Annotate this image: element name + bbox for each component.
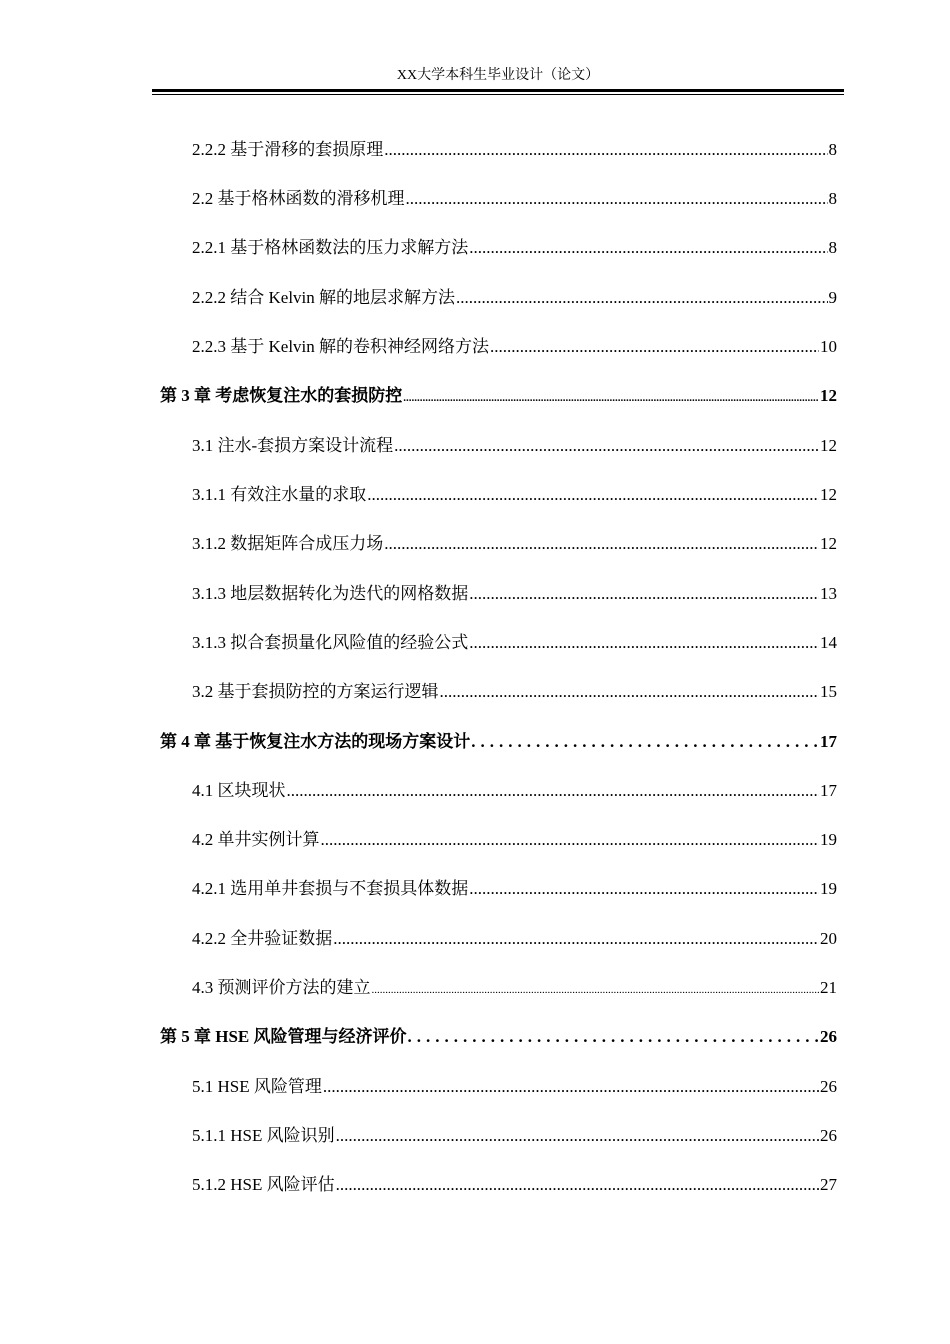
toc-entry-title: 5.1.2 HSE 风险评估 <box>192 1175 335 1194</box>
toc-entry[interactable] <box>192 236 837 260</box>
toc-entry-page: 26 <box>820 1126 837 1145</box>
toc-entry-page: 17 <box>820 781 837 800</box>
toc-entry[interactable] <box>192 1124 837 1148</box>
toc-entry-title: 4.2.1 选用单井套损与不套损具体数据 <box>192 879 469 898</box>
toc-leader-dots <box>384 138 827 162</box>
toc-leader-dots <box>394 434 819 458</box>
toc-chapter-title: 第 3 章 考虑恢复注水的套损防控 <box>160 386 403 405</box>
toc-chapter-entry[interactable] <box>160 730 837 754</box>
toc-entry-title: 3.1.2 数据矩阵合成压力场 <box>192 534 384 553</box>
toc-entry[interactable] <box>192 631 837 655</box>
toc-entry-page: 8 <box>828 238 837 257</box>
toc-entry-title: 2.2.1 基于格林函数法的压力求解方法 <box>192 238 469 257</box>
toc-chapter-entry[interactable] <box>160 384 837 408</box>
toc-entry-title: 3.1.3 拟合套损量化风险值的经验公式 <box>192 633 469 652</box>
toc-entry[interactable] <box>192 434 837 458</box>
toc-entry-title: 4.2.2 全井验证数据 <box>192 929 333 948</box>
toc-entry-title: 3.1 注水-套损方案设计流程 <box>192 436 394 455</box>
toc-entry[interactable] <box>192 582 837 606</box>
toc-leader-dots <box>469 582 819 606</box>
toc-entry-page: 10 <box>820 337 837 356</box>
toc-entry[interactable] <box>192 483 837 507</box>
toc-entry-page: 26 <box>820 1077 837 1096</box>
toc-entry-page: 14 <box>820 633 837 652</box>
toc-entry[interactable] <box>192 927 837 951</box>
toc-entry[interactable] <box>192 187 837 211</box>
toc-entry-page: 19 <box>820 830 837 849</box>
toc-entry-page: 15 <box>820 682 837 701</box>
toc-entry-page: 8 <box>828 189 837 208</box>
toc-leader-dots <box>471 730 819 754</box>
toc-chapter-page: 26 <box>820 1027 837 1046</box>
toc-entry-title: 4.1 区块现状 <box>192 781 286 800</box>
toc-entry[interactable] <box>192 779 837 803</box>
toc-entry[interactable] <box>192 680 837 704</box>
toc-entry-page: 19 <box>820 879 837 898</box>
toc-leader-dots <box>469 631 819 655</box>
toc-entry-page: 9 <box>828 288 837 307</box>
toc-leader-dots <box>367 483 819 507</box>
toc-leader-dots <box>323 1075 819 1099</box>
toc-entry-title: 5.1 HSE 风险管理 <box>192 1077 322 1096</box>
toc-leader-dots <box>408 1025 819 1049</box>
toc-entry-page: 12 <box>820 534 837 553</box>
toc-leader-dots <box>403 384 819 410</box>
toc-entry[interactable] <box>192 286 837 310</box>
toc-leader-dots <box>440 680 820 704</box>
toc-leader-dots <box>336 1124 819 1148</box>
toc-entry-title: 5.1.1 HSE 风险识别 <box>192 1126 335 1145</box>
toc-entry[interactable] <box>192 138 837 162</box>
toc-leader-dots <box>490 335 819 359</box>
toc-leader-dots <box>406 187 828 211</box>
toc-entry-title: 2.2.3 基于 Kelvin 解的卷积神经网络方法 <box>192 337 490 356</box>
toc-entry[interactable] <box>192 335 837 359</box>
toc-entry-page: 21 <box>820 978 837 997</box>
toc-entry-title: 2.2.2 基于滑移的套损原理 <box>192 140 384 159</box>
toc-entry-page: 20 <box>820 929 837 948</box>
toc-entry-title: 3.1.1 有效注水量的求取 <box>192 485 367 504</box>
toc-chapter-page: 17 <box>820 732 837 751</box>
page-header-title: XX大学本科生毕业设计（论文） <box>396 68 600 83</box>
toc-chapter-title: 第 5 章 HSE 风险管理与经济评价 <box>160 1027 407 1046</box>
toc-leader-dots <box>333 927 819 951</box>
toc-entry[interactable] <box>192 1075 837 1099</box>
toc-leader-dots <box>469 236 827 260</box>
toc-leader-dots <box>469 877 819 901</box>
toc-entry-title: 3.1.3 地层数据转化为迭代的网格数据 <box>192 584 469 603</box>
toc-leader-dots <box>287 779 820 803</box>
toc-entry[interactable] <box>192 828 837 852</box>
toc-leader-dots <box>384 532 819 556</box>
toc-leader-dots <box>321 828 820 852</box>
toc-chapter-page: 12 <box>820 386 837 405</box>
toc-entry-page: 13 <box>820 584 837 603</box>
toc-chapter-title: 第 4 章 基于恢复注水方法的现场方案设计 <box>160 732 471 751</box>
toc-leader-dots <box>456 286 827 310</box>
toc-entry[interactable] <box>192 532 837 556</box>
toc-entry-page: 27 <box>820 1175 837 1194</box>
toc-entry-page: 8 <box>828 140 837 159</box>
toc-entry-title: 2.2.2 结合 Kelvin 解的地层求解方法 <box>192 288 456 307</box>
toc-entry-title: 4.3 预测评价方法的建立 <box>192 978 371 997</box>
toc-entry[interactable] <box>192 1173 837 1197</box>
toc-leader-dots <box>372 976 820 1002</box>
toc-entry-page: 12 <box>820 485 837 504</box>
toc-chapter-entry[interactable] <box>160 1025 837 1049</box>
toc-entry-title: 2.2 基于格林函数的滑移机理 <box>192 189 405 208</box>
toc-entry[interactable] <box>192 976 837 1000</box>
toc-entry-title: 3.2 基于套损防控的方案运行逻辑 <box>192 682 439 701</box>
toc-entry-title: 4.2 单井实例计算 <box>192 830 320 849</box>
toc-leader-dots <box>336 1173 819 1197</box>
toc-entry[interactable] <box>192 877 837 901</box>
toc-entry-page: 12 <box>820 436 837 455</box>
